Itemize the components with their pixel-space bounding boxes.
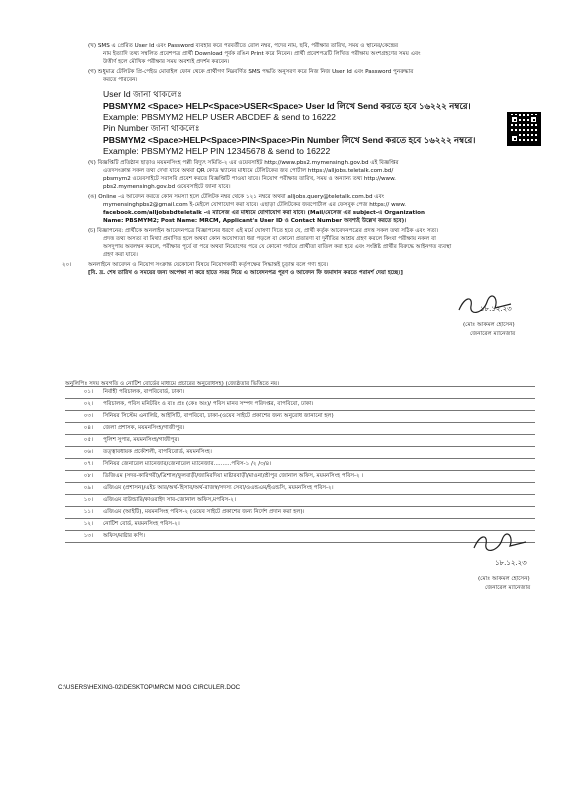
cc-item-number: ১৩। — [83, 533, 93, 539]
pin-example: Example: PBSMYM2 HELP PIN 12345678 & send to 16222 — [103, 146, 331, 156]
item-ca-line1: (চ) বিজ্ঞাপনের: প্রার্থীকে অনলাইন আবেদনপত্রে বিজ্ঞাপনের ধরণে এই মর্মে ঘোষণা দিতে হবে যে, প্রার্থী কর্তৃক আবেদনপত্রের প্রদত্ত সকল তথ্য সঠিক এবং সত্য। — [88, 228, 439, 234]
important-note: [বি. দ্র. শেষ তারিখ ও সময়ের জন্য অপেক্ষা না করে হাতে সময় নিয়ে এ আবেদনপত্র পূরণ ও আবেদন ফি জমাদান করতে পরামর্শ দেয়া হচ্ছে।] — [88, 270, 403, 276]
cc-item-text: এজিএম বাউন্ডারি/কাওরাইদ সাব-জোনাল অফিস,মপবিস-২। — [103, 497, 236, 503]
cc-list-item — [65, 446, 535, 458]
footer-file-path: C:\USERS\HEXING-02\DESKTOP\MRCM NIOG CIRCULER.DOC — [58, 684, 241, 691]
cc-row-divider — [65, 542, 535, 543]
signature-1-name: (মোঃ আকমল হোসেন) — [463, 322, 515, 328]
cc-list-item — [65, 470, 535, 482]
item-20-text: অনলাইনে আবেদন ও নিয়োগ সংক্রান্ত যেকোনো বিষয়ে নিয়োগকারী কর্তৃপক্ষের সিদ্ধান্তই চূড়ান্ত বলে গণ্য হবে। — [88, 262, 329, 268]
cc-item-number: ০১। — [83, 389, 93, 395]
cc-item-text: এজিএম (প্রশাসন)/এইচ আর/অর্থ-হিসাব/অর্থ-রাজস্ব/সদস্য সেবা/ওএন্ডএম/ইএন্ডসি, ময়মনসিংহ পবিস-২। — [103, 485, 334, 491]
cc-list-item — [65, 482, 535, 494]
cc-item-text: পুলিশ সুপার, ময়মনসিংহ/গাজীপুর। — [103, 437, 180, 443]
cc-item-number: ১১। — [83, 509, 93, 515]
cc-item-number: ০৫। — [83, 437, 93, 443]
cc-item-text: এজিএম (আইটি), ময়মনসিংহ পবিস-২ (ওয়েব সাইটে প্রকাশের জন্য নির্দেশ প্রদান করা হল)। — [103, 509, 305, 515]
cc-list-item — [65, 398, 535, 410]
cc-item-number: ০৮। — [83, 473, 93, 479]
signature-1-title: জেনারেল ম্যানেজার — [470, 331, 516, 337]
cc-item-number: ১২। — [83, 521, 93, 527]
item-gha-line4: pbs2.mymensingh.gov.bd ওয়েবসাইটে জানা যাবে। — [103, 184, 231, 190]
signature-2-name: (মোঃ আকমল হোসেন) — [478, 576, 530, 582]
item-ga-line1: (গ) শুধুমাত্র টেলিটক প্রি-পেইড মোবাইল ফোন থেকে প্রার্থীগণ নিম্নবর্ণিত SMS পদ্ধতি অনুসরণ করে নিজ নিজ User Id এবং Password পুনরুদ্ধার — [88, 69, 414, 75]
item-gha-line3: pbsmym2 ওয়েবসাইটে সরাসরি প্রবেশ করতে বিজ্ঞপ্তিটি পাওয়া যাবে। নিয়োগ পরীক্ষার তারিখ, সময় ও অন্যান্য তথ্য http://www. — [103, 176, 396, 182]
item-kha-line2: নাম ইত্যাদি তথ্য সম্বলিত প্রবেশপত্র প্রার্থী Download পূর্বক রঙিন Print করে নিবেন। প্রার্থী প্রবেশপত্রটি লিখিত পরীক্ষায় অংশগ্রহণের সময় এবং — [103, 51, 421, 57]
cc-item-number: ১০। — [83, 497, 93, 503]
cc-item-text: সিনিয়র সিস্টেম এনালিষ্ট, আইসিটি, বাপবিবো, ঢাকা-(ওয়েব সাইটে প্রকাশের জন্য অনুরোধ জানানো হল) — [103, 413, 334, 419]
cc-list-item — [65, 410, 535, 422]
cc-item-number: ০৬। — [83, 449, 93, 455]
cc-item-number: ০২। — [83, 401, 93, 407]
item-ng-line4: Name: PBSMYM2; Post Name: MRCM, Applicant's User ID ও Contact Number অবশ্যই উল্লেখ করতে হবে)। — [103, 218, 407, 224]
item-ga-line2: করতে পারবেন। — [103, 77, 138, 83]
signature-scribble-icon — [470, 530, 530, 554]
cc-item-text: নির্বাহী পরিচালক, বাপবিবোর্ড, ঢাকা। — [103, 389, 184, 395]
cc-item-text: নোটিশ বোর্ড, ময়মনসিংহ পবিস-২। — [103, 521, 180, 527]
cc-intro: অনুলিপিঃ সদয় অবগতি ও নোটিশ বোর্ডের মাধ্যমে প্রচারের অনুরোধসহ) (জ্যেষ্ঠতার ভিত্তিতে নয়। — [65, 381, 280, 387]
cc-list-item — [65, 518, 535, 530]
signature-2 — [470, 530, 530, 557]
item-ng-line3: facebook.com/alljobsbdteletalk -এ ম্যাসেজ এর মাধ্যমে যোগাযোগ করা যাবে। (Mail/মেসেজ এর subject-এ Organization — [103, 210, 425, 216]
cc-list-item — [65, 494, 535, 506]
cc-item-text: অফিস/মাষ্টার কপি। — [103, 533, 145, 539]
item-gha-line1: (ঘ) বিজ্ঞপ্তিটি প্রতিষ্ঠান ছাড়াও ময়মনসিংহ পল্লী বিদ্যুৎ সমিতি-২ এর ওয়েবসাইট http://www.pbs2.mymensingh.gov.bd এই বিজ্ঞপ্তির — [88, 160, 399, 166]
cc-list-item — [65, 458, 535, 470]
qr-code-icon — [507, 112, 541, 146]
cc-item-number: ০৩। — [83, 413, 93, 419]
item-kha-line1: (খ) SMS এ প্রেরিত User Id এবং Password ব্যবহার করে পরবর্তীতে রোল নম্বর, পদের নাম, ছবি, পরীক্ষার তারিখ, সময় ও স্থানের/কেন্দ্রের — [88, 43, 399, 49]
item-ng-line1: (ঙ) Online -এ আবেদন করতে কোন সমস্যা হলে টেলিটক নম্বর থেকে ১২১ নম্বরে অথবা alljobs.query@teletalk.com.bd এবং — [88, 194, 385, 200]
signature-1-date: ১৮.১২.২৩ — [480, 305, 512, 313]
cc-item-text: জেলা প্রশাসক, ময়মনসিংহ/গাজীপুর। — [103, 425, 185, 431]
pin-command: PBSMYM2 <Space>HELP<Space>PIN<Space>Pin Number লিখে Send করতে হবে ১৬২২২ নম্বরে। — [103, 135, 476, 145]
cc-list-item — [65, 530, 535, 542]
item-ca-line2: প্রদত্ত তথ্য অসত্য বা মিথ্যা প্রমাণিত হলে অথবা কোন অযোগ্যতা ধরা পড়লে বা কোনো প্রতারণা বা দুর্নীতির আশ্রয় গ্রহণ করলে কিংবা পরীক্ষায় নকল বা — [103, 236, 436, 242]
cc-list-item — [65, 386, 535, 398]
uid-label: User Id জানা থাকলেঃ — [103, 89, 182, 99]
cc-list-item — [65, 506, 535, 518]
item-ng-line2: mymensinghpbs2@gmail.com ই-মেইলে যোগাযোগ করা যাবে। এছাড়া টেলিটকের জবপোর্টাল এর ফেসবুক পেজ https:// www. — [103, 202, 407, 208]
cc-row-divider — [65, 386, 535, 387]
signature-2-date: ১৮.১২.২৩ — [495, 559, 527, 567]
pin-label: Pin Number জানা থাকলেঃ — [103, 123, 200, 133]
item-20-number: ২০। — [62, 262, 72, 268]
cc-item-text: ডিজিএম (সদর-কারিগরী)/ত্রিশাল/ফুলবাড়ী/জামিরদিয়া মাষ্টারবাড়ী/মাওনা/শ্রীপুর জোনাল অফিস, ময়মনসিংহ পবিস-২ । — [103, 473, 364, 479]
uid-command: PBSMYM2 <Space> HELP<Space>USER<Space> User Id লিখে Send করতে হবে ১৬২২২ নম্বরে। — [103, 101, 471, 111]
item-ca-line3: অসদুপায় অবলম্বন করলে, পরীক্ষার পূর্বে বা পরে অথবা নিয়োগের পরে যে কোনো পর্যায়ে প্রার্থীতা বাতিল করা হবে এবং সংশ্লিষ্ট প্রার্থীর বিরুদ্ধে আইনগত ব্যবস্থা — [103, 244, 452, 250]
item-kha-line3: উত্তীর্ণ হলে মৌখিক পরীক্ষার সময় অবশ্যই প্রদর্শন করবেন। — [103, 59, 230, 65]
cc-item-text: তত্ত্বাবধায়ক প্রকৌশলী, বাপবিবোর্ড, ময়মনসিংহ। — [103, 449, 212, 455]
item-gha-line2: এতদসংক্রান্ত সকল তথ্য দেখা যাবে অথবা QR কোড স্ক্যানের মাধ্যমে টেলিটকের জব পোর্টাল https://alljobs.teletalk.com.bd/ — [103, 168, 394, 174]
cc-item-text: পরিচালক, পবিস মনিটরিং ও ব্যঃ প্রঃ (কেঃ অঃ)/ পবিস মানব সম্পদ পরিদপ্তর, বাপবিবো, ঢাকা। — [103, 401, 314, 407]
cc-item-number: ০৯। — [83, 485, 93, 491]
cc-list-item — [65, 422, 535, 434]
signature-2-title: জেনারেল ম্যানেজার — [485, 585, 531, 591]
cc-item-text: সিনিয়র জেনারেল ম্যানেজার/জেনারেল ম্যানেজার..........পবিস-১ /২ /৩/৪। — [103, 461, 272, 467]
uid-example: Example: PBSMYM2 HELP USER ABCDEF & send to 16222 — [103, 112, 336, 122]
cc-item-number: ০৪। — [83, 425, 93, 431]
cc-list-item — [65, 434, 535, 446]
item-ca-line4: গ্রহণ করা যাবে। — [103, 252, 138, 258]
cc-item-number: ০৭। — [83, 461, 93, 467]
